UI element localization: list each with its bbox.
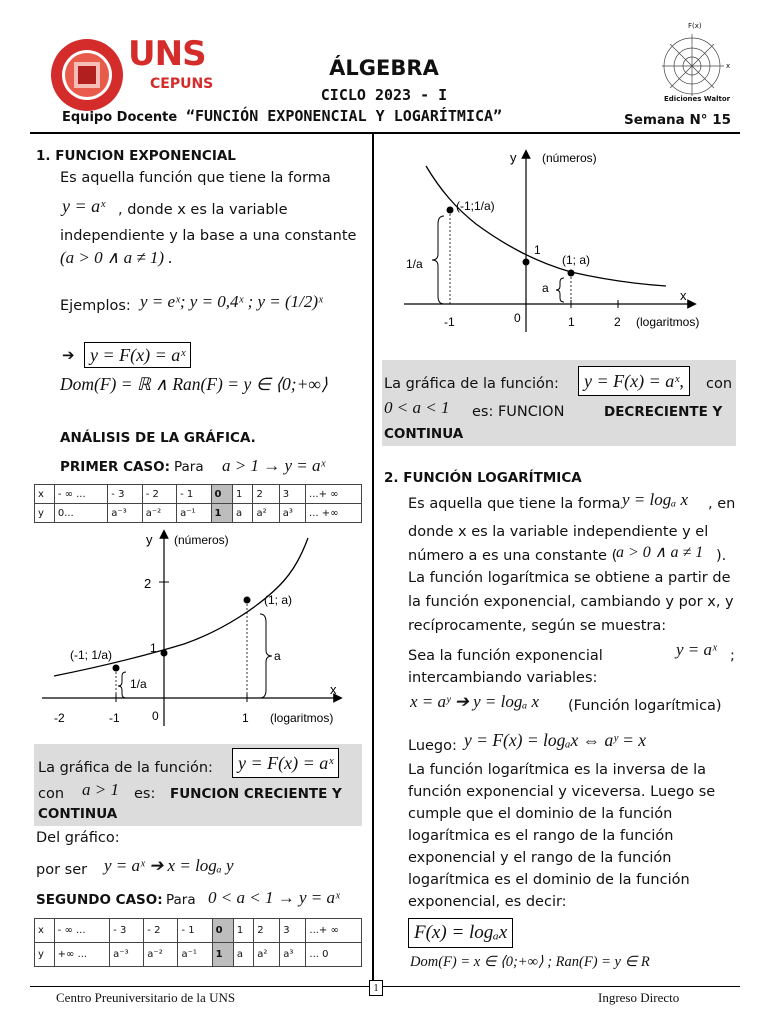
base-condition: (a > 0 ∧ a ≠ 1) . — [60, 248, 173, 267]
table-cell: a⁻² — [144, 943, 178, 967]
cycle-title: CICLO 2023 - I — [320, 86, 448, 104]
case2-box-condition: 0 < a < 1 — [384, 398, 450, 417]
case2-para: Para — [166, 892, 196, 908]
swap-equation: x = aʸ ➔ y = logₐ x — [410, 692, 540, 711]
table-cell: ... +∞ — [306, 504, 362, 523]
case2-label: SEGUNDO CASO: — [36, 892, 163, 908]
log-domain-range: Dom(F) = x ∈ ⟨0;+∞⟩ ; Ran(F) = y ∈ R — [410, 954, 650, 970]
table-cell: ...+ ∞ — [306, 485, 362, 504]
luego-label: Luego: — [408, 738, 457, 754]
table-cell: 1 — [211, 504, 232, 523]
exp-curve — [426, 166, 666, 286]
log-base-condition: a > 0 ∧ a ≠ 1 — [616, 544, 704, 561]
swap-note: (Función logarítmica) — [568, 698, 722, 714]
week-label: Semana N° 15 — [624, 112, 732, 128]
paragraph-line3: cumple que el dominio de la función — [408, 806, 673, 822]
case2-box-equation: y = F(x) = aˣ, — [578, 366, 690, 396]
table-row — [35, 919, 362, 943]
y-note: (números) — [542, 151, 597, 165]
paragraph-line1: La función logarítmica es la inversa de la — [408, 762, 707, 778]
section2-line6: recíprocamente, según se muestra: — [408, 618, 667, 634]
section2-line3b: ). — [716, 548, 727, 564]
point-right-label: (1; a) — [562, 253, 591, 267]
table-cell: a⁻¹ — [178, 943, 212, 967]
ediciones-logo-fx: F(x) — [688, 22, 702, 30]
y-note: (números) — [174, 533, 229, 547]
value-table-case2 — [34, 918, 362, 967]
examples-label: Ejemplos: — [60, 298, 131, 314]
section2-line4: La función logarítmica se obtiene a partir de — [408, 570, 731, 586]
footer-rule — [30, 986, 740, 987]
ediciones-logo — [652, 26, 732, 106]
table-cell: ...+ ∞ — [306, 919, 362, 943]
case1-label: PRIMER CASO: — [60, 459, 171, 475]
case1-box-text-a: La gráfica de la función: — [38, 760, 213, 776]
table-cell: - 1 — [178, 919, 212, 943]
case1-para: Para — [174, 459, 204, 475]
boxed-log-definition: F(x) = logₐx — [408, 918, 513, 948]
table-cell: - 3 — [108, 485, 142, 504]
table-cell: 1 — [232, 485, 253, 504]
header-rule — [30, 132, 740, 134]
paragraph-line6: logarítmica es el dominio de la función — [408, 872, 690, 888]
subject-title: ÁLGEBRA — [329, 56, 439, 80]
table-cell: x — [35, 919, 55, 943]
graph-decreasing — [396, 146, 716, 340]
table-cell: a⁻² — [142, 504, 176, 523]
tick-m1: -1 — [109, 711, 120, 725]
value-table-case1 — [34, 484, 362, 523]
table-cell: a³ — [280, 943, 306, 967]
examples-equation: y = eˣ; y = 0,4ˣ ; y = (1/2)ˣ — [140, 292, 323, 311]
point-left — [447, 207, 454, 214]
sea-semicolon: ; — [730, 648, 735, 664]
table-cell: - 2 — [144, 919, 178, 943]
point-y1 — [523, 259, 530, 266]
case1-box-text-b: con — [38, 786, 65, 802]
paragraph-line2: función exponencial y viceversa. Luego se — [408, 784, 716, 800]
section2-line2: donde x es la variable independiente y el — [408, 524, 709, 540]
case1-equation: a > 1 → y = aˣ — [222, 456, 326, 475]
section2-line1b: , en — [708, 496, 736, 512]
paragraph-line7: exponencial, es decir: — [408, 894, 567, 910]
table-cell: a² — [254, 943, 280, 967]
case1-box-result2: CONTINUA — [38, 806, 118, 822]
point-right — [568, 270, 575, 277]
table-cell: 0 — [212, 919, 233, 943]
footer-left: Centro Preuniversitario de la UNS — [56, 990, 236, 1005]
case1-box-condition: a > 1 — [82, 780, 119, 799]
table-cell: 2 — [253, 485, 279, 504]
table-cell: - 3 — [110, 919, 144, 943]
table-cell: a — [232, 504, 253, 523]
brace-a-label: a — [542, 281, 549, 295]
point-left-label: (-1; 1/a) — [70, 648, 113, 662]
case1-box-text-c: es: — [134, 786, 156, 802]
section2-line1a: Es aquella que tiene la forma — [408, 496, 621, 512]
tick-m1: -1 — [444, 315, 455, 329]
x-axis-label: x — [680, 288, 687, 303]
domain-range: Dom(F) = ℝ ∧ Ran(F) = y ∈ ⟨0;+∞⟩ — [60, 374, 328, 394]
form-equation: y = aˣ — [62, 196, 106, 216]
table-row — [35, 504, 362, 523]
topic-title: “FUNCIÓN EXPONENCIAL Y LOGARÍTMICA” — [186, 107, 503, 125]
ediciones-logo-x: x — [726, 62, 731, 70]
team-label: Equipo Docente — [62, 110, 178, 125]
arrow-icon: ➔ — [62, 346, 75, 364]
section2-heading: 2. FUNCIÓN LOGARÍTMICA — [384, 470, 582, 486]
table-cell: - 1 — [177, 485, 211, 504]
point-left — [113, 665, 120, 672]
boxed-definition: y = F(x) = aˣ — [84, 342, 191, 368]
table-cell: y — [35, 504, 55, 523]
log-form-equation: y = logₐ x — [622, 490, 689, 509]
tick-1: 1 — [150, 641, 157, 655]
table-cell: 1 — [212, 943, 233, 967]
point-right-label: (1; a) — [264, 593, 293, 607]
column-divider — [372, 134, 374, 984]
case1-box-equation: y = F(x) = aˣ — [232, 748, 339, 778]
section1-heading: 1. FUNCION EXPONENCIAL — [36, 148, 236, 164]
section1-intro-b: , donde x es la variable — [118, 202, 288, 218]
table-cell: x — [35, 485, 55, 504]
case2-box-text-c: es: FUNCION — [472, 404, 565, 420]
table-cell: a⁻¹ — [177, 504, 211, 523]
del-grafico: Del gráfico: — [36, 830, 120, 846]
brace-1a-label: 1/a — [130, 677, 147, 691]
tick-x1: 1 — [242, 711, 249, 725]
luego-equation: y = F(x) = logₐx ⇔ aʸ = x — [464, 730, 647, 750]
brace-a-label: a — [274, 649, 281, 663]
graph-increasing — [34, 526, 364, 732]
table-cell: a² — [253, 504, 279, 523]
section1-intro-c: independiente y la base a una constante — [60, 228, 357, 244]
paragraph-line5: exponencial y el rango de la función — [408, 850, 672, 866]
table-cell: 0... — [54, 504, 107, 523]
tick-m2: -2 — [54, 711, 65, 725]
sea-equation: y = aˣ — [676, 640, 717, 659]
table-cell: a⁻³ — [110, 943, 144, 967]
table-cell: - ∞ ... — [54, 919, 109, 943]
y-axis-label: y — [146, 532, 153, 547]
x-note: (logaritmos) — [636, 315, 700, 329]
case2-equation: 0 < a < 1 → y = aˣ — [208, 888, 340, 907]
sea-text: Sea la función exponencial — [408, 648, 603, 664]
table-cell: 3 — [279, 485, 305, 504]
tick-1: 1 — [534, 243, 541, 257]
y-axis-label: y — [510, 150, 517, 165]
case2-box-text-b: con — [706, 376, 733, 392]
page-number: 1 — [369, 980, 383, 996]
brace-1a-label: 1/a — [406, 257, 423, 271]
table-cell: - ∞ ... — [54, 485, 107, 504]
case2-box-text-a: La gráfica de la función: — [384, 376, 559, 392]
table-cell: ... 0 — [306, 943, 362, 967]
table-cell: a⁻³ — [108, 504, 142, 523]
section1-intro-a: Es aquella función que tiene la forma — [60, 170, 331, 186]
table-cell: - 2 — [142, 485, 176, 504]
table-cell: 1 — [233, 919, 253, 943]
footer-right: Ingreso Directo — [598, 990, 680, 1005]
table-cell: 2 — [254, 919, 280, 943]
tick-x1: 1 — [568, 315, 575, 329]
point-right — [244, 597, 251, 604]
table-cell: a — [233, 943, 253, 967]
x-note: (logaritmos) — [270, 711, 334, 725]
section2-line5: la función exponencial, cambiando y por x, y — [408, 594, 734, 610]
point-left-label: (-1;1/a) — [456, 199, 495, 213]
table-cell: 3 — [280, 919, 306, 943]
table-cell: a³ — [279, 504, 305, 523]
cepuns-label: CEPUNS — [150, 76, 214, 92]
case2-box-result: DECRECIENTE Y — [604, 404, 723, 420]
table-cell: +∞ ... — [54, 943, 109, 967]
x-axis-label: x — [330, 682, 337, 697]
analysis-heading: ANÁLISIS DE LA GRÁFICA. — [60, 430, 256, 446]
tick-0: 0 — [514, 311, 521, 325]
por-ser-equation: y = aˣ ➔ x = logₐ y — [104, 856, 234, 875]
table-row — [35, 943, 362, 967]
section2-line3a: número a es una constante ( — [408, 548, 618, 564]
ediciones-label: Ediciones Waltor — [664, 95, 731, 103]
table-cell: 0 — [211, 485, 232, 504]
por-ser: por ser — [36, 862, 88, 878]
tick-0: 0 — [152, 709, 159, 723]
uns-wordmark: UNS — [128, 34, 206, 74]
table-row — [35, 485, 362, 504]
intercambiando: intercambiando variables: — [408, 670, 598, 686]
tick-2: 2 — [144, 576, 152, 591]
paragraph-line4: logarítmica es el rango de la función — [408, 828, 674, 844]
tick-x2: 2 — [614, 315, 621, 329]
case1-box-result: FUNCION CRECIENTE Y — [170, 786, 342, 802]
case2-box-result2: CONTINUA — [384, 426, 464, 442]
table-cell: y — [35, 943, 55, 967]
point-y1 — [161, 650, 168, 657]
